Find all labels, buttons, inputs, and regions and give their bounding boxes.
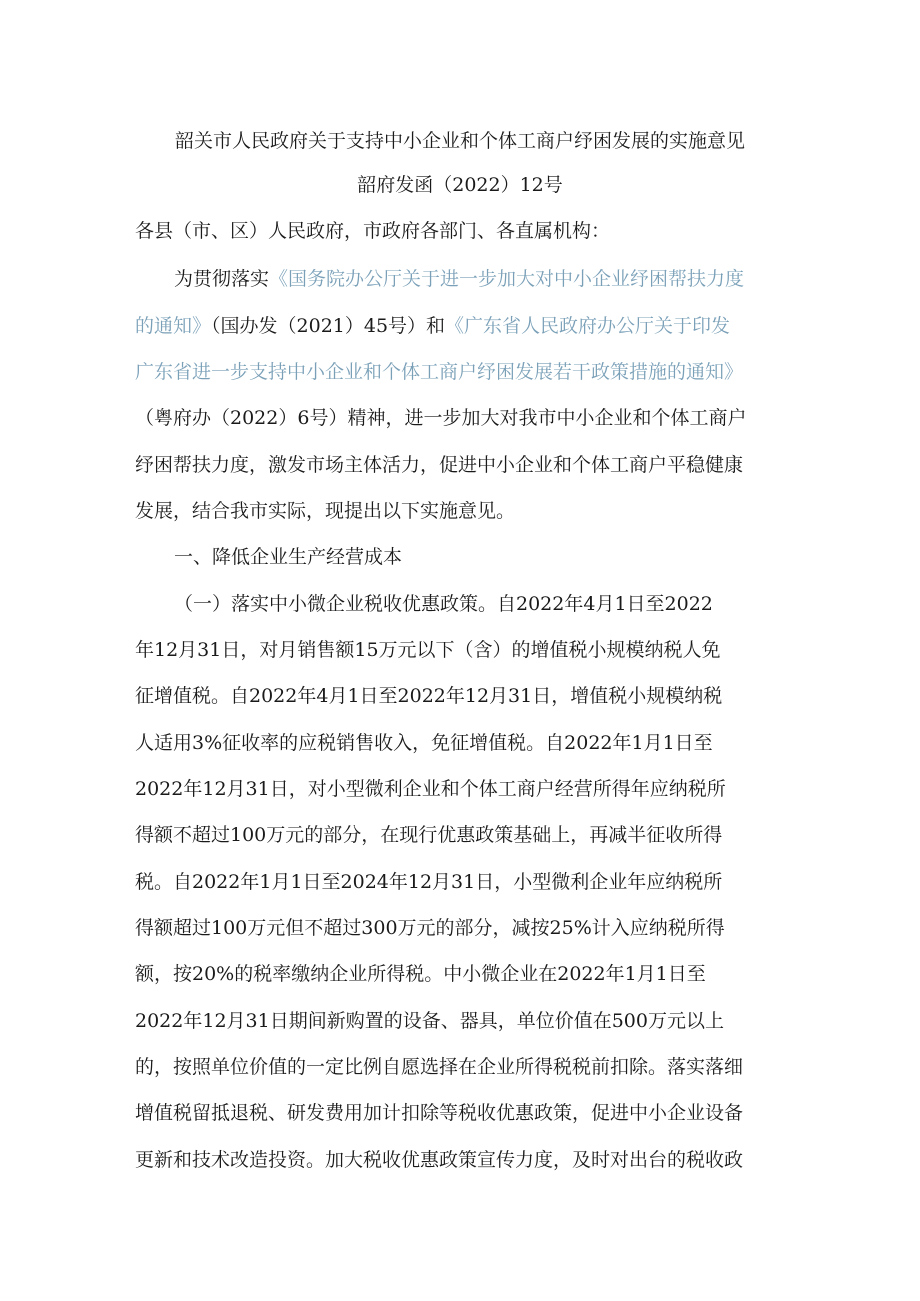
policy-link-guobanfa-end[interactable]: 的通知》 <box>135 315 212 337</box>
intro-line-4: （粤府办（2022）6号）精神，进一步加大对我市中小企业和个体工商户 <box>135 407 747 429</box>
para1-line: 税。自2022年1月1日至2024年12月31日，小型微利企业年应纳税所 <box>135 871 723 893</box>
intro-line-5: 纾困帮扶力度，激发市场主体活力，促进中小企业和个体工商户平稳健康 <box>135 454 744 476</box>
para1-line: 得额不超过100万元的部分，在现行优惠政策基础上，再减半征收所得 <box>135 824 723 846</box>
para1-line: 的，按照单位价值的一定比例自愿选择在企业所得税税前扣除。落实落细 <box>135 1056 744 1078</box>
intro-text: 为贯彻落实 <box>174 268 270 290</box>
para1-line: 2022年12月31日，对小型微利企业和个体工商户经营所得年应纳税所 <box>135 778 726 800</box>
intro-line-1 <box>174 266 744 292</box>
para1-line: 增值税留抵退税、研发费用加计扣除等税收优惠政策，促进中小企业设备 <box>135 1102 744 1124</box>
document-title: 韶关市人民政府关于支持中小企业和个体工商户纾困发展的实施意见 <box>174 130 745 152</box>
para1-line: （一）落实中小微企业税收优惠政策。自2022年4月1日至2022 <box>174 593 713 615</box>
intro-line-2 <box>135 313 730 339</box>
intro-text: （国办发（2021）45号）和 <box>211 315 446 337</box>
salutation: 各县（市、区）人民政府，市政府各部门、各直属机构： <box>135 220 611 242</box>
para1-line: 额，按20%的税率缴纳企业所得税。中小微企业在2022年1月1日至 <box>135 963 706 985</box>
section-heading: 一、降低企业生产经营成本 <box>174 546 403 568</box>
para1-line: 更新和技术改造投资。加大税收优惠政策宣传力度，及时对出台的税收政 <box>135 1149 744 1171</box>
para1-line: 年12月31日，对月销售额15万元以下（含）的增值税小规模纳税人免 <box>135 639 721 661</box>
policy-link-yuefuban-cont[interactable]: 广东省进一步支持中小企业和个体工商户纾困发展若干政策措施的通知》 <box>135 361 744 383</box>
policy-link-guobanfa[interactable]: 《国务院办公厅关于进一步加大对中小企业纾困帮扶力度 <box>269 268 745 290</box>
intro-line-6: 发展，结合我市实际，现提出以下实施意见。 <box>135 500 516 522</box>
document-number: 韶府发函（2022）12号 <box>357 174 563 196</box>
para1-line: 人适用3%征收率的应税销售收入，免征增值税。自2022年1月1日至 <box>135 732 713 754</box>
para1-line: 2022年12月31日期间新购置的设备、器具，单位价值在500万元以上 <box>135 1010 724 1032</box>
para1-line: 得额超过100万元但不超过300万元的部分，减按25%计入应纳税所得 <box>135 917 725 939</box>
policy-link-yuefuban[interactable]: 《广东省人民政府办公厅关于印发 <box>445 315 731 337</box>
para1-line: 征增值税。自2022年4月1日至2022年12月31日，增值税小规模纳税 <box>135 685 723 707</box>
